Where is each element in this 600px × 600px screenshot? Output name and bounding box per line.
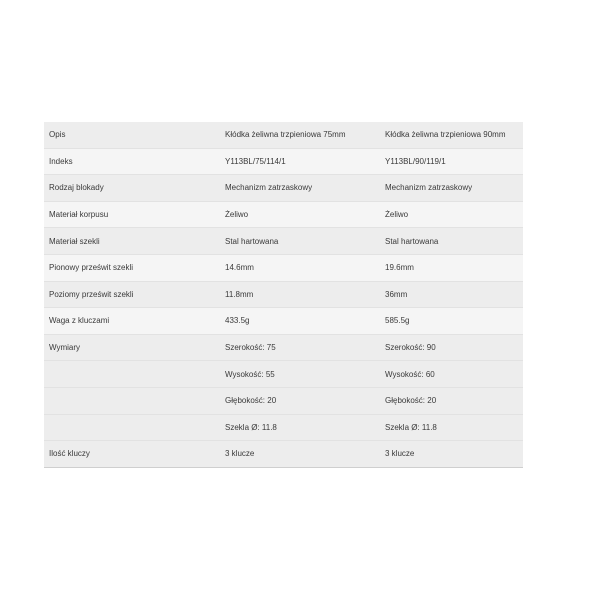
table-row [44, 308, 523, 335]
table-row [44, 441, 523, 468]
row-label: Pionowy prześwit szekli [49, 263, 134, 273]
row-label: Opis [49, 130, 66, 140]
value-90mm: Szekla Ø: 11.8 [385, 422, 437, 432]
value-90mm: 585.5g [385, 316, 410, 326]
value-90mm: Kłódka żeliwna trzpieniowa 90mm [385, 130, 506, 140]
table-row [44, 387, 523, 414]
table-row [44, 122, 523, 148]
value-75mm: Głębokość: 20 [225, 396, 277, 406]
table-row [44, 148, 523, 175]
value-75mm: Kłódka żeliwna trzpieniowa 75mm [225, 130, 346, 140]
value-90mm: Żeliwo [385, 210, 409, 220]
value-75mm: Szerokość: 75 [225, 343, 276, 353]
value-75mm: 433.5g [225, 316, 250, 326]
table-row [44, 281, 523, 308]
row-label: Wymiary [49, 343, 81, 353]
row-label [44, 414, 225, 441]
row-label: Materiał korpusu [49, 210, 109, 220]
value-90mm: Głębokość: 20 [385, 396, 437, 406]
value-75mm: 11.8mm [225, 289, 254, 299]
value-75mm: Mechanizm zatrzaskowy [225, 183, 313, 193]
value-75mm: Stal hartowana [225, 236, 279, 246]
row-label: Ilość kluczy [49, 449, 90, 459]
row-label: Poziomy prześwit szekli [49, 289, 134, 299]
value-90mm: 19.6mm [385, 263, 414, 273]
table-row [44, 254, 523, 281]
value-90mm: Y113BL/90/119/1 [385, 156, 446, 166]
table-row [44, 175, 523, 202]
table-row [44, 228, 523, 255]
row-label: Rodzaj blokady [49, 183, 104, 193]
value-90mm: Wysokość: 60 [385, 369, 435, 379]
row-label [44, 361, 225, 388]
row-label: Indeks [49, 156, 73, 166]
value-75mm: Żeliwo [225, 210, 249, 220]
table-row [44, 414, 523, 441]
value-90mm: Szerokość: 90 [385, 343, 436, 353]
value-90mm: 3 klucze [385, 449, 415, 459]
row-label: Waga z kluczami [49, 316, 110, 326]
value-75mm: Szekla Ø: 11.8 [225, 422, 277, 432]
value-75mm: Wysokość: 55 [225, 369, 275, 379]
value-75mm: Y113BL/75/114/1 [225, 156, 286, 166]
table-row [44, 201, 523, 228]
value-90mm: Mechanizm zatrzaskowy [385, 183, 473, 193]
spec-table [44, 122, 523, 468]
row-label: Materiał szekli [49, 236, 100, 246]
value-90mm: Stal hartowana [385, 236, 439, 246]
table-row [44, 361, 523, 388]
row-label [44, 387, 225, 414]
value-75mm: 14.6mm [225, 263, 254, 273]
value-75mm: 3 klucze [225, 449, 255, 459]
value-90mm: 36mm [385, 289, 408, 299]
table-row [44, 334, 523, 361]
